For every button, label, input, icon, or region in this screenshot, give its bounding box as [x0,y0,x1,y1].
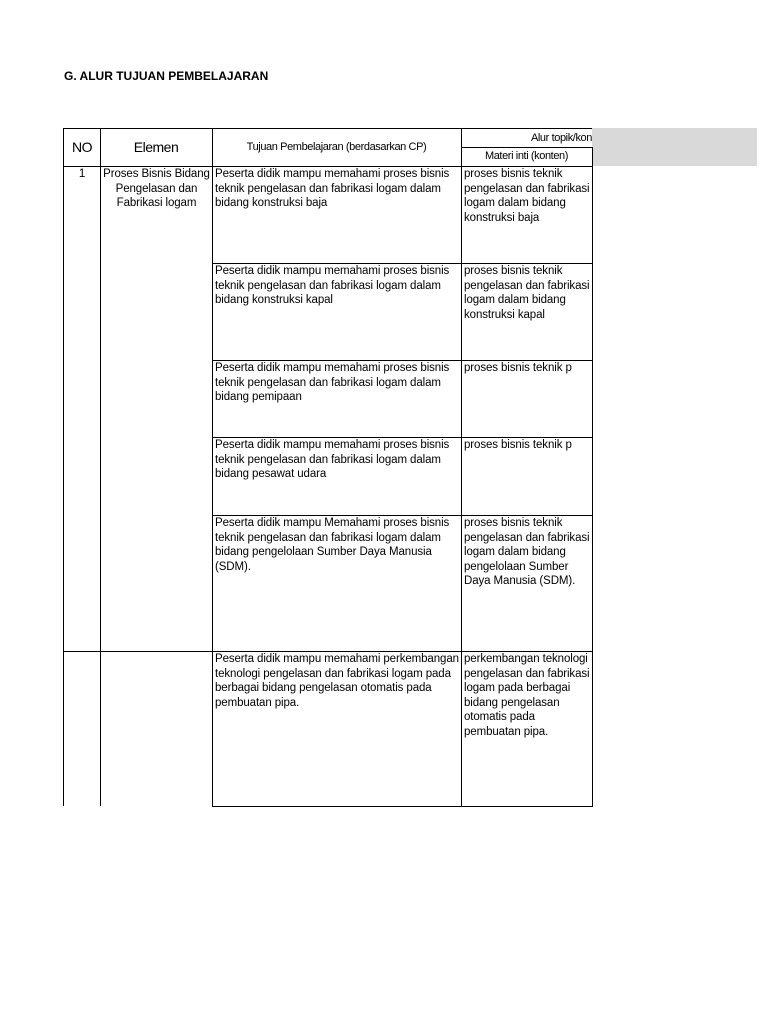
grid-line [212,360,593,361]
table-row-2-materi: proses bisnis teknik pengelasan dan fabrikasi logam dalam bidang konstruksi kapal [464,265,590,321]
header-materi-inti: Materi inti (konten) [461,147,593,167]
table-row-5-tujuan: Peserta didik mampu Memahami proses bisnis teknik pengelasan dan fabrikasi logam dalam bidang pengelolaan Sumber Daya Manusia (SDM). [215,517,450,573]
grid-line [100,167,101,651]
section-title: G. ALUR TUJUAN PEMBELAJARAN [64,69,269,83]
grid-line [63,651,64,806]
table-row-6-materi: perkembangan teknologi pengelasan dan fabrikasi logam pada berbagai bidang pengelasan otomatis pada pembuatan pipa. [464,653,590,738]
table-row-1-tujuan: Peserta didik mampu memahami proses bisnis teknik pengelasan dan fabrikasi logam dalam bidang konstruksi baja [215,168,450,209]
grid-line [212,515,593,516]
grid-line [100,651,101,806]
table-row-5-materi: proses bisnis teknik pengelasan dan fabrikasi logam dalam bidang pengelolaan Sumber Daya Manusia (SDM). [464,517,590,587]
table-row-3-tujuan: Peserta didik mampu memahami proses bisnis teknik pengelasan dan fabrikasi logam dalam bidang pemipaan [215,362,450,403]
table-row-2-tujuan: Peserta didik mampu memahami proses bisnis teknik pengelasan dan fabrikasi logam dalam bidang konstruksi kapal [215,265,450,306]
header-elemen: Elemen [100,128,213,167]
grid-line [63,167,64,651]
header-tujuan: Tujuan Pembelajaran (berdasarkan CP) [212,128,462,167]
grid-line [212,437,593,438]
elemen-text: Proses Bisnis Bidang Pengelasan dan Fabrikasi logam [103,168,210,209]
table-row-1-materi: proses bisnis teknik pengelasan dan fabrikasi logam dalam bidang konstruksi baja [464,168,590,224]
table-row-6-tujuan: Peserta didik mampu memahami perkembangan teknologi pengelasan dan fabrikasi logam pada berbagai bidang pengelasan otomatis pada pembuatan pipa. [215,653,459,709]
header-no: NO [63,128,101,167]
header-shaded-area [592,128,757,166]
table-row-4-materi: proses bisnis teknik p [464,439,572,451]
grid-line [212,263,593,264]
row-number: 1 [78,168,86,180]
grid-line [212,806,593,807]
header-alur-topik: Alur topik/kon [461,128,592,148]
table-row-4-tujuan: Peserta didik mampu memahami proses bisnis teknik pengelasan dan fabrikasi logam dalam bidang pesawat udara [215,439,450,480]
grid-line [63,651,593,652]
table-row-3-materi: proses bisnis teknik p [464,362,572,374]
